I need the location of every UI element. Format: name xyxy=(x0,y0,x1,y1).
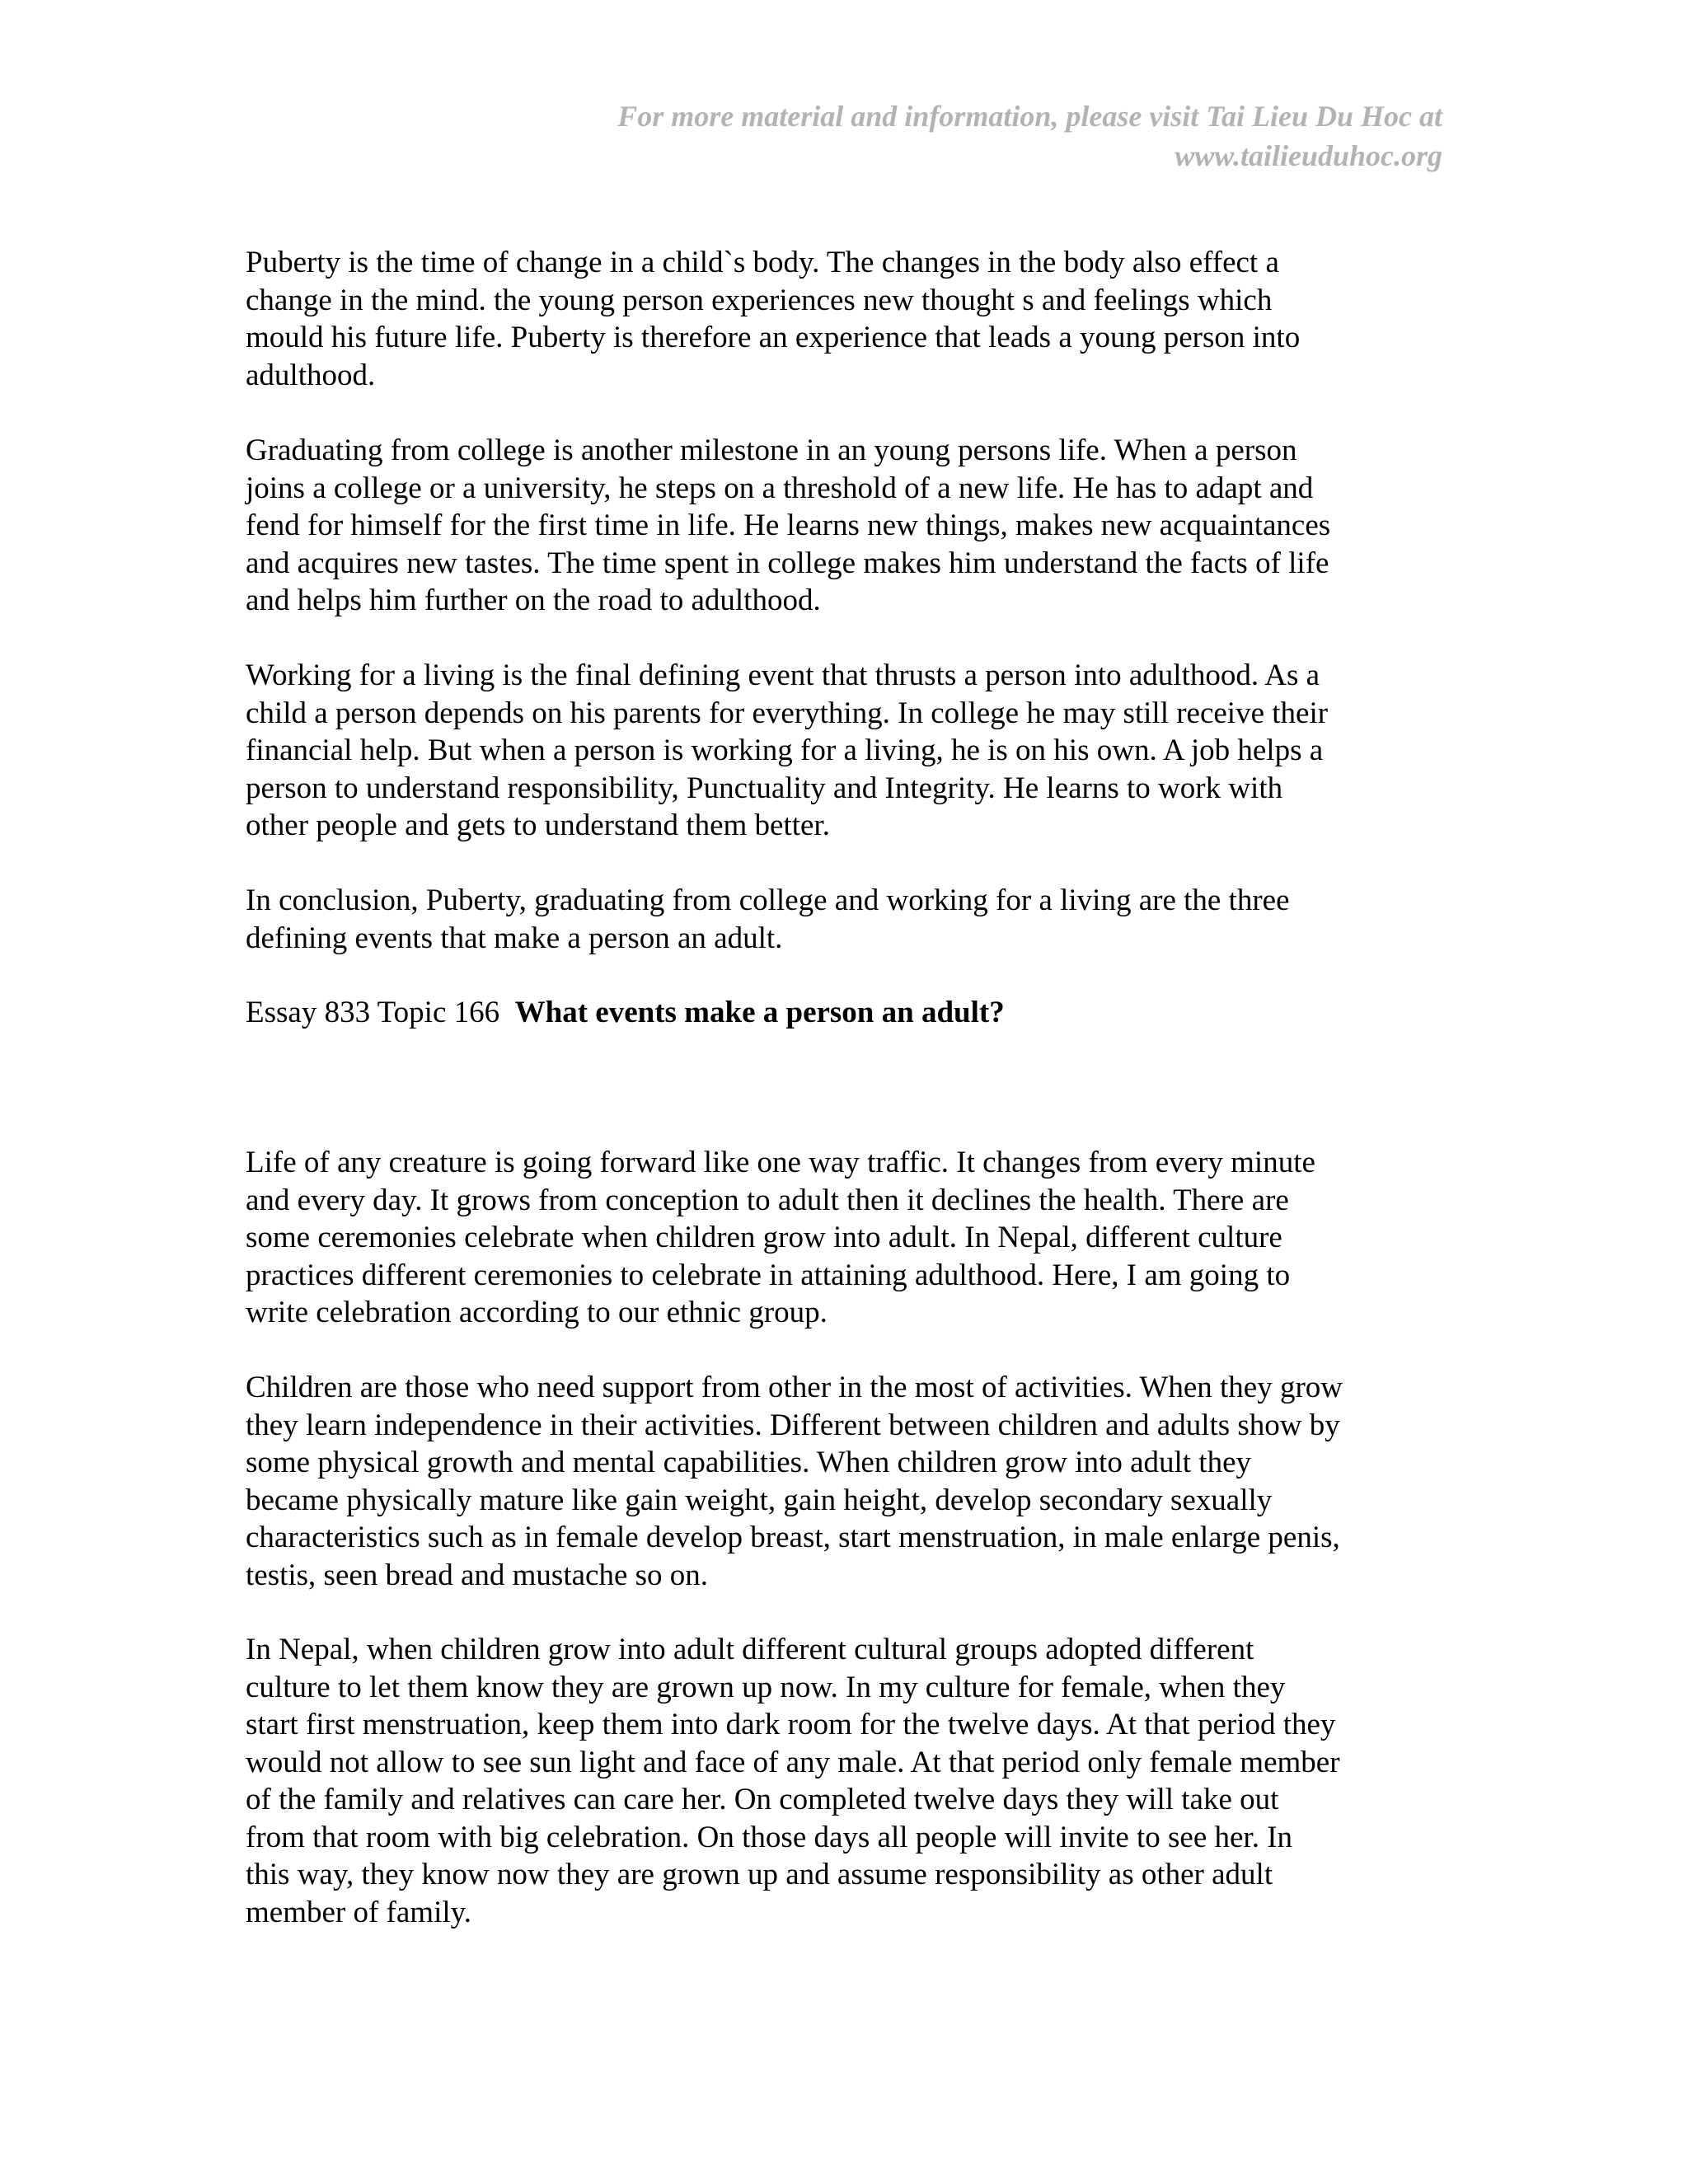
text-line: adulthood. xyxy=(246,358,376,392)
text-line: joins a college or a university, he steps on a threshold of a new life. He has to adapt and xyxy=(246,471,1314,505)
text-line: defining events that make a person an adult. xyxy=(246,921,783,955)
essay-1-paragraph-1 xyxy=(246,244,1449,394)
text-line: Puberty is the time of change in a child`s body. The changes in the body also effect a xyxy=(246,246,1279,279)
text-line: change in the mind. the young person experiences new thought s and feelings which xyxy=(246,283,1273,317)
text-line: write celebration according to our ethnic group. xyxy=(246,1296,828,1329)
text-line: mould his future life. Puberty is therefore an experience that leads a young person into xyxy=(246,321,1301,354)
text-line: some physical growth and mental capabilities. When children grow into adult they xyxy=(246,1446,1252,1479)
text-line: would not allow to see sun light and face of any male. At that period only female member xyxy=(246,1745,1340,1779)
essay-1-paragraph-2 xyxy=(246,432,1449,620)
text-line: and acquires new tastes. The time spent in college makes him understand the facts of life xyxy=(246,546,1329,580)
text-line: fend for himself for the first time in life. He learns new things, makes new acquaintances xyxy=(246,509,1331,542)
text-line: they learn independence in their activities. Different between children and adults show by xyxy=(246,1408,1340,1442)
essay-1-paragraph-3 xyxy=(246,657,1449,845)
text-line: other people and gets to understand them better. xyxy=(246,808,830,842)
text-line: financial help. But when a person is working for a living, he is on his own. A job helps a xyxy=(246,733,1324,767)
text-line: testis, seen bread and mustache so on. xyxy=(246,1558,709,1592)
header-url[interactable]: www.tailieuduhoc.org xyxy=(1175,139,1442,172)
text-line: some ceremonies celebrate when children grow into adult. In Nepal, different culture xyxy=(246,1221,1282,1254)
essay-2-paragraph-1 xyxy=(246,1144,1449,1332)
page-header xyxy=(453,96,1442,176)
text-line: member of family. xyxy=(246,1895,471,1929)
essay-2-paragraph-2 xyxy=(246,1369,1449,1594)
text-line: child a person depends on his parents for everything. In college he may still receive their xyxy=(246,696,1329,730)
text-line: this way, they know now they are grown up and assume responsibility as other adult xyxy=(246,1858,1273,1891)
essay-title: What events make a person an adult? xyxy=(514,996,1005,1029)
text-line: In conclusion, Puberty, graduating from college and working for a living are the three xyxy=(246,883,1290,917)
header-line-1: For more material and information, please visit Tai Lieu Du Hoc at xyxy=(617,100,1442,133)
text-line: Working for a living is the final defining event that thrusts a person into adulthood. As a xyxy=(246,658,1320,692)
text-line: characteristics such as in female develop breast, start menstruation, in male enlarge penis, xyxy=(246,1521,1340,1554)
text-line: Graduating from college is another milestone in an young persons life. When a person xyxy=(246,434,1297,467)
text-line: Life of any creature is going forward like one way traffic. It changes from every minute xyxy=(246,1146,1315,1179)
essay-label: Essay 833 Topic 166 xyxy=(246,996,500,1029)
essay-1-conclusion xyxy=(246,882,1449,957)
text-line: start first menstruation, keep them into dark room for the twelve days. At that period they xyxy=(246,1708,1336,1741)
text-line: became physically mature like gain weight, gain height, develop secondary sexually xyxy=(246,1483,1273,1517)
text-line: from that room with big celebration. On those days all people will invite to see her. In xyxy=(246,1820,1293,1854)
text-line: In Nepal, when children grow into adult different cultural groups adopted different xyxy=(246,1633,1254,1666)
essay-heading xyxy=(246,994,1449,1032)
text-line: Children are those who need support from other in the most of activities. When they grow xyxy=(246,1371,1343,1404)
text-line: culture to let them know they are grown up now. In my culture for female, when they xyxy=(246,1670,1286,1704)
text-line: of the family and relatives can care her. On completed twelve days they will take out xyxy=(246,1783,1279,1816)
text-line: and every day. It grows from conception to adult then it declines the health. There are xyxy=(246,1183,1289,1217)
text-line: and helps him further on the road to adulthood. xyxy=(246,583,821,617)
text-line: practices different ceremonies to celebrate in attaining adulthood. Here, I am going to xyxy=(246,1258,1291,1292)
essay-2-paragraph-3 xyxy=(246,1631,1449,1931)
text-line: person to understand responsibility, Punctuality and Integrity. He learns to work with xyxy=(246,771,1283,805)
